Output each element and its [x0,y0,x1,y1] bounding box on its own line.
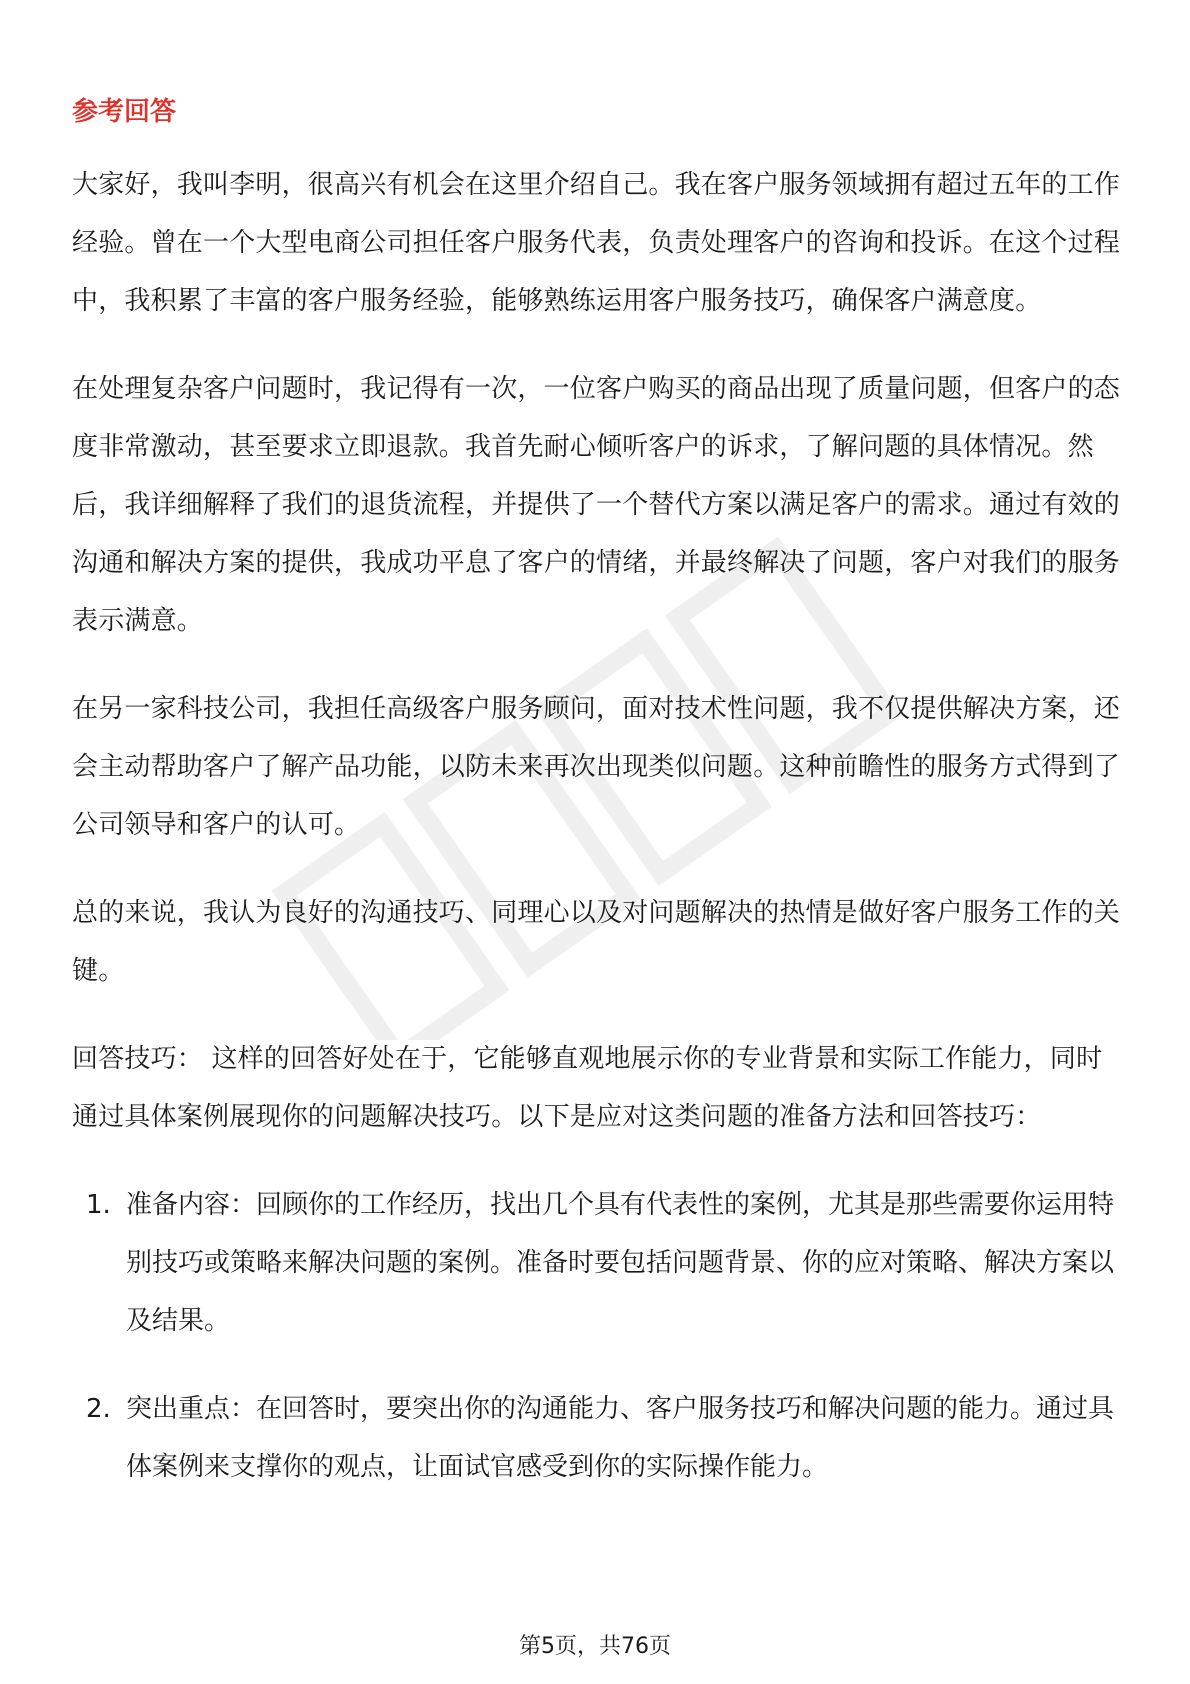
list-item-text: 准备内容：回顾你的工作经历，找出几个具有代表性的案例，尤其是那些需要你运用特别技巧或策略来解决问题的案例。准备时要包括问题背景、你的应对策略、解决方案以及结果。 [126,1190,1115,1336]
paragraph-case-one: 在处理复杂客户问题时，我记得有一次，一位客户购买的商品出现了质量问题，但客户的态度非常激动，甚至要求立即退款。我首先耐心倾听客户的诉求，了解问题的具体情况。然后，我详细解释了我们的退货流程，并提供了一个替代方案以满足客户的需求。通过有效的沟通和解决方案的提供，我成功平息了客户的情绪，并最终解决了问题，客户对我们的服务表示满意。 [72,374,1121,636]
paragraph-case-two: 在另一家科技公司，我担任高级客户服务顾问，面对技术性问题，我不仅提供解决方案，还会主动帮助客户了解产品功能，以防未来再次出现类似问题。这种前瞻性的服务方式得到了公司领导和客户的认可。 [72,694,1121,840]
list-item-text: 突出重点：在回答时，要突出你的沟通能力、客户服务技巧和解决问题的能力。通过具体案例来支撑你的观点，让面试官感受到你的实际操作能力。 [126,1394,1115,1482]
page-footer: 第5页，共76页 [519,1634,671,1659]
paragraph-intro: 大家好，我叫李明，很高兴有机会在这里介绍自己。我在客户服务领域拥有超过五年的工作经验。曾在一个大型电商公司担任客户服务代表，负责处理客户的咨询和投诉。在这个过程中，我积累了丰富的客户服务经验，能够熟练运用客户服务技巧，确保客户满意度。 [72,170,1121,316]
list-item-number: 1. [86,1190,111,1220]
list-item [72,1380,1122,1496]
list-item-number: 2. [86,1394,111,1424]
content-area [72,92,1122,1526]
section-title: 参考回答 [72,97,177,127]
paragraph-summary: 总的来说，我认为良好的沟通技巧、同理心以及对问题解决的热情是做好客户服务工作的关键。 [72,898,1121,986]
list-item [72,1176,1122,1350]
tips-list [72,1176,1122,1496]
paragraph-tips: 回答技巧： 这样的回答好处在于，它能够直观地展示你的专业背景和实际工作能力，同时通过具体案例展现你的问题解决技巧。以下是应对这类问题的准备方法和回答技巧： [72,1044,1103,1132]
